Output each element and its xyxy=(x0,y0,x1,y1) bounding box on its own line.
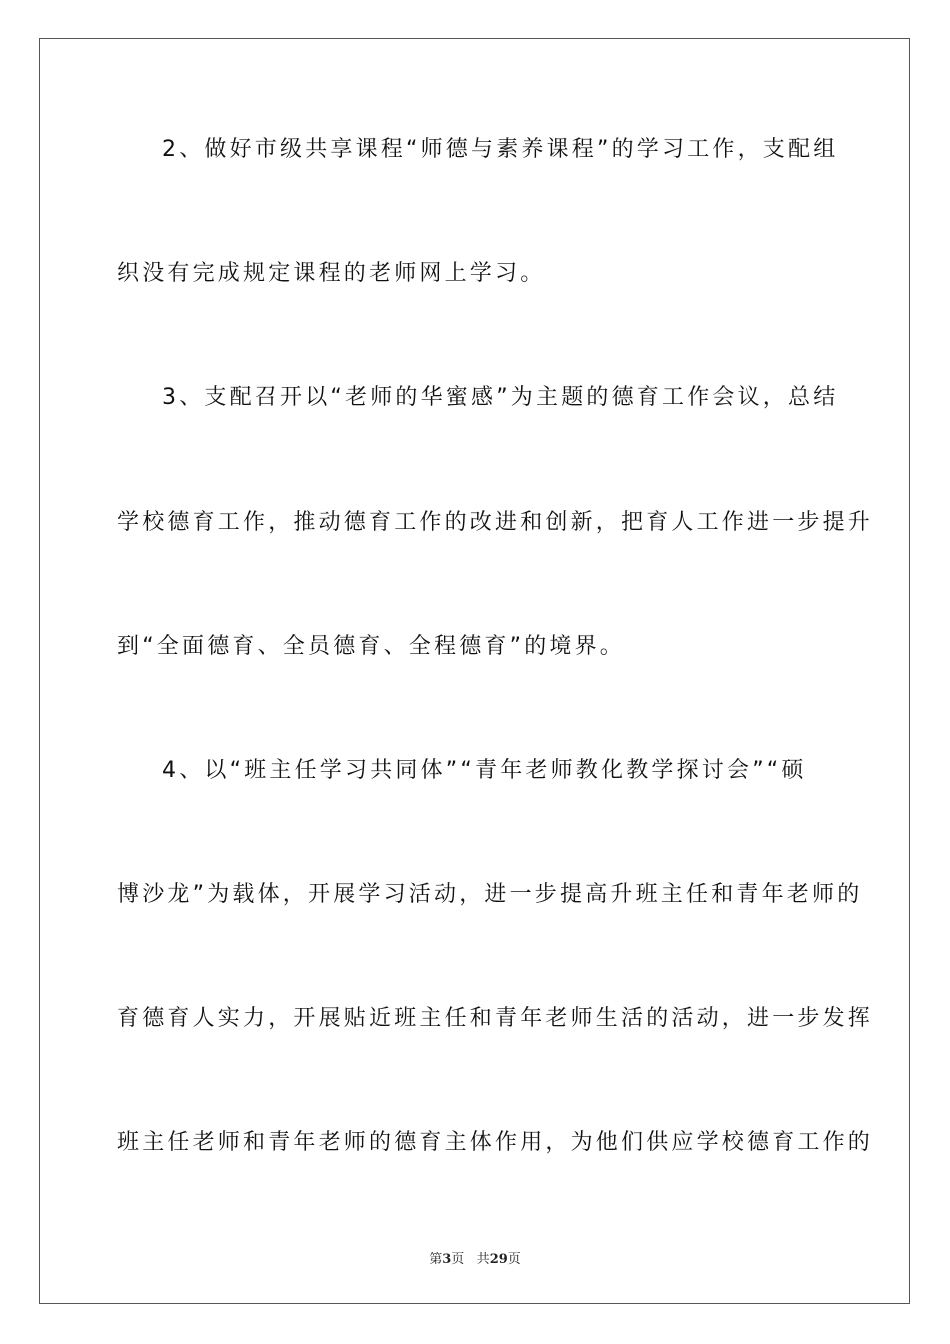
page-prefix: 第 xyxy=(429,1252,443,1267)
paragraph-4-line-2: 博沙龙”为载体，开展学习活动，进一步提高升班主任和青年老师的 xyxy=(117,882,863,907)
paragraph-2-line-1: 2、做好市级共享课程“师德与素养课程”的学习工作，支配组 xyxy=(162,137,839,162)
paragraph-4-line-1: 4、以“班主任学习共同体”“青年老师教化教学探讨会”“硕 xyxy=(162,758,807,783)
paragraph-3-line-3: 到“全面德育、全员德育、全程德育”的境界。 xyxy=(117,634,625,659)
paragraph-4-line-3: 育德育人实力，开展贴近班主任和青年老师生活的活动，进一步发挥 xyxy=(117,1006,874,1031)
paragraph-3-line-1: 3、支配召开以“老师的华蜜感”为主题的德育工作会议，总结 xyxy=(162,385,839,410)
paragraph-4-line-4: 班主任老师和青年老师的德育主体作用，为他们供应学校德育工作的 xyxy=(117,1130,874,1155)
total-prefix: 共 xyxy=(476,1252,490,1267)
paragraph-2-line-2: 织没有完成规定课程的老师网上学习。 xyxy=(117,261,546,286)
page-suffix: 页 xyxy=(451,1252,465,1267)
page-frame xyxy=(39,38,910,1304)
total-pages: 29 xyxy=(489,1252,508,1267)
page-number: 3 xyxy=(442,1252,452,1267)
total-suffix: 页 xyxy=(507,1252,521,1267)
paragraph-3-line-2: 学校德育工作，推动德育工作的改进和创新，把育人工作进一步提升 xyxy=(117,510,874,535)
page-footer xyxy=(0,1248,950,1267)
